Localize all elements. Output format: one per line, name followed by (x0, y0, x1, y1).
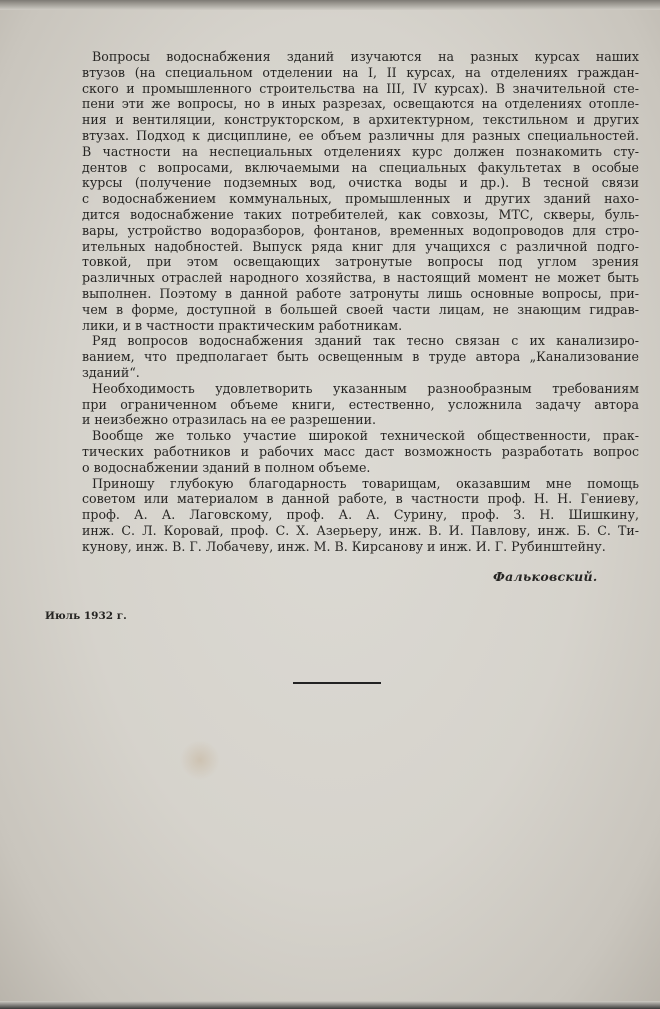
paragraph (82, 476, 639, 555)
text-line: ванием, что предполагает быть освещенным в труде автора „Канализование (82, 349, 639, 365)
text-line: лики, и в частности практическим работникам. (82, 317, 403, 333)
text-line: различных отраслей народного хозяйства, в настоящий момент не может быть (82, 270, 639, 286)
text-line: Приношу глубокую благодарность товарищам, оказавшим мне помощь (92, 475, 639, 491)
preface-body (82, 49, 639, 555)
text-line: о водоснабжении зданий в полном объеме. (82, 459, 371, 475)
section-divider (293, 682, 381, 684)
text-line: чем в форме, доступной в большей своей части лицам, не знающим гидрав- (82, 301, 639, 317)
text-line: пени эти же вопросы, но в иных разрезах, освещаются на отделениях отопле- (82, 96, 639, 112)
text-line: вары, устройство водоразборов, фонтанов, временных водопроводов для стро- (82, 222, 639, 238)
text-line: и неизбежно отразилась на ее разрешении. (82, 412, 377, 428)
text-line: с водоснабжением коммунальных, промышленных и других зданий нахо- (82, 191, 639, 207)
date-line: Июль 1932 г. (45, 610, 127, 622)
text-line: товкой, при этом освещающих затронутые вопросы под углом зрения (82, 254, 639, 270)
text-line: ительных надобностей. Выпуск ряда книг для учащихся с различной подго- (82, 238, 639, 254)
text-line: Вообще же только участие широкой технической общественности, прак- (92, 428, 639, 444)
paragraph (82, 428, 639, 475)
text-line: выполнен. Поэтому в данной работе затронуты лишь основные вопросы, при- (82, 285, 639, 301)
text-line: проф. А. А. Лаговскому, проф. А. А. Сурину, проф. З. Н. Шишкину, (82, 507, 639, 523)
text-line: дентов с вопросами, включаемыми на специальных факультетах в особые (82, 159, 639, 175)
text-line: Необходимость удовлетворить указанным разнообразным требованиям (92, 380, 639, 396)
text-line: втузах. Подход к дисциплине, ее объем различны для разных специальностей. (82, 127, 639, 143)
paragraph (82, 333, 639, 380)
text-line: дится водоснабжение таких потребителей, как совхозы, МТС, скверы, буль- (82, 206, 639, 222)
text-line: тических работников и рабочих масс даст возможность разработать вопрос (82, 443, 639, 459)
text-line: ского и промышленного строительства на III, IV курсах). В значительной сте- (82, 80, 639, 96)
paragraph (82, 381, 639, 428)
text-line: ния и вентиляции, конструкторском, в архитектурном, текстильном и других (82, 112, 639, 128)
text-line: советом или материалом в данной работе, в частности проф. Н. Н. Гениеву, (82, 491, 639, 507)
page-edge-top (0, 0, 660, 10)
text-line: инж. С. Л. Коровай, проф. С. Х. Азерьеру, инж. В. И. Павлову, инж. Б. С. Ти- (82, 522, 639, 538)
text-line: зданий“. (82, 364, 140, 380)
text-line: Вопросы водоснабжения зданий изучаются на разных курсах наших (92, 49, 639, 64)
text-line: В частности на неспециальных отделениях курс должен познакомить сту- (82, 143, 639, 159)
text-line: кунову, инж. В. Г. Лобачеву, инж. М. В. Кирсанову и инж. И. Г. Рубинштейну. (82, 538, 606, 554)
text-line: втузов (на специальном отделении на I, II курсах, на отделениях граждан- (82, 64, 639, 80)
paper-stain (180, 740, 220, 780)
text-line: при ограниченном объеме книги, естественно, усложнила задачу автора (82, 396, 639, 412)
author-signature: Фальковский. (493, 569, 598, 584)
page-edge-bottom (0, 1001, 660, 1009)
text-line: курсы (получение подземных вод, очистка воды и др.). В тесной связи (82, 175, 639, 191)
paragraph (82, 49, 639, 333)
text-line: Ряд вопросов водоснабжения зданий так тесно связан с их канализиро- (92, 333, 639, 349)
